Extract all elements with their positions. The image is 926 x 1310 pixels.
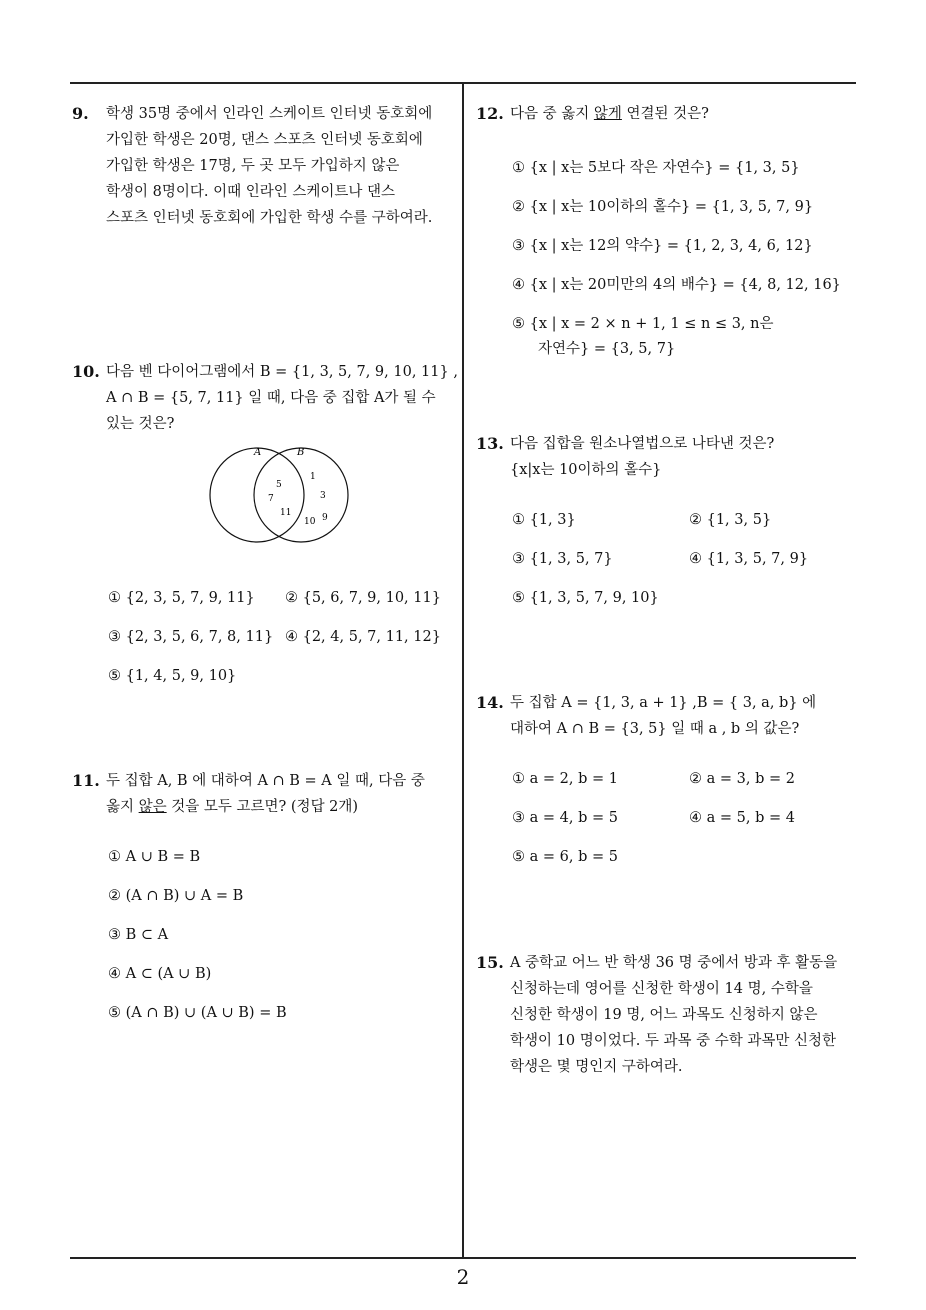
problem-10	[72, 359, 457, 437]
underlined-emphasis: 않은	[138, 799, 167, 815]
bottom-rule	[70, 1257, 856, 1259]
problem-text-line: {x|x는 10이하의 홀수}	[510, 462, 662, 478]
choice-3[interactable]: ③ B ⊂ A	[108, 927, 169, 943]
problem-number: 13.	[476, 434, 504, 453]
venn-element: 9	[322, 513, 328, 523]
page-number: 2	[456, 1265, 470, 1289]
choice-3[interactable]: ③ {2, 3, 5, 6, 7, 8, 11}	[108, 629, 274, 645]
venn-element: 10	[304, 517, 316, 527]
problem-14	[476, 690, 866, 742]
choice-4[interactable]: ④ {2, 4, 5, 7, 11, 12}	[285, 629, 441, 645]
choice-1[interactable]: ① A ∪ B = B	[108, 849, 201, 865]
problem-text-line: 신청한 학생이 19 명, 어느 과목도 신청하지 않은	[510, 1007, 818, 1023]
problem-text-line: 가입한 학생은 20명, 댄스 스포츠 인터넷 동호회에	[106, 132, 423, 148]
choice-4[interactable]: ④ a = 5, b = 4	[689, 810, 795, 826]
venn-label-a: A	[254, 447, 262, 458]
text-fragment: 것을 모두 고르면? (정답 2개)	[166, 799, 359, 815]
problem-number: 10.	[72, 362, 100, 381]
problem-number: 9.	[72, 104, 89, 123]
choice-1[interactable]: ① {1, 3}	[512, 512, 576, 528]
problem-text-line: 있는 것은?	[106, 416, 175, 432]
choice-2[interactable]: ② {5, 6, 7, 9, 10, 11}	[285, 590, 441, 606]
choice-4[interactable]: ④ A ⊂ (A ∪ B)	[108, 966, 212, 982]
choice-3[interactable]: ③ {1, 3, 5, 7}	[512, 551, 613, 567]
choice-3[interactable]: ③ a = 4, b = 5	[512, 810, 618, 826]
problem-text-line: 학생이 10 명이었다. 두 과목 중 수학 과목만 신청한	[510, 1033, 837, 1049]
problem-number: 12.	[476, 104, 504, 123]
problem-11	[72, 768, 457, 820]
problem-text-line: 가입한 학생은 17명, 두 곳 모두 가입하지 않은	[106, 158, 400, 174]
choice-1[interactable]: ① {2, 3, 5, 7, 9, 11}	[108, 590, 255, 606]
choice-1[interactable]: ① a = 2, b = 1	[512, 771, 618, 787]
choice-5[interactable]: ⑤ a = 6, b = 5	[512, 849, 618, 865]
problem-13	[476, 431, 866, 483]
problem-12	[476, 101, 866, 127]
venn-diagram	[200, 440, 360, 550]
problem-text-line: 다음 벤 다이어그램에서 B = {1, 3, 5, 7, 9, 10, 11} ,	[106, 364, 458, 380]
problem-text-line: 다음 집합을 원소나열법으로 나타낸 것은?	[510, 436, 775, 452]
column-divider	[462, 82, 464, 1258]
problem-text-line: 두 집합 A, B 에 대하여 A ∩ B = A 일 때, 다음 중	[106, 773, 425, 789]
venn-element: 11	[280, 508, 292, 518]
problem-text-line: 학생 35명 중에서 인라인 스케이트 인터넷 동호회에	[106, 106, 433, 122]
choice-5[interactable]: ⑤ {1, 4, 5, 9, 10}	[108, 668, 237, 684]
venn-element: 7	[268, 494, 274, 504]
problem-number: 15.	[476, 953, 504, 972]
problem-15	[476, 950, 866, 1080]
choice-5[interactable]: ⑤ {x | x = 2 × n + 1, 1 ≤ n ≤ 3, n은	[512, 316, 774, 332]
choice-5[interactable]: ⑤ {1, 3, 5, 7, 9, 10}	[512, 590, 659, 606]
choice-2[interactable]: ② a = 3, b = 2	[689, 771, 795, 787]
problem-text-line: 학생이 8명이다. 이때 인라인 스케이트나 댄스	[106, 184, 396, 200]
problem-text-line: 학생은 몇 명인지 구하여라.	[510, 1059, 683, 1075]
problem-text-line	[510, 101, 866, 127]
choice-2[interactable]: ② {x | x는 10이하의 홀수} = {1, 3, 5, 7, 9}	[512, 199, 814, 215]
text-fragment: 다음 중 옳지	[510, 106, 594, 122]
choice-2[interactable]: ② (A ∩ B) ∪ A = B	[108, 888, 244, 904]
problem-number: 14.	[476, 693, 504, 712]
choice-2[interactable]: ② {1, 3, 5}	[689, 512, 772, 528]
text-fragment: 연결된 것은?	[621, 106, 709, 122]
choice-4[interactable]: ④ {1, 3, 5, 7, 9}	[689, 551, 809, 567]
choice-4[interactable]: ④ {x | x는 20미만의 4의 배수} = {4, 8, 12, 16}	[512, 277, 841, 293]
problem-text-line: 두 집합 A = {1, 3, a + 1} ,B = { 3, a, b} 에	[510, 695, 817, 711]
venn-element: 1	[310, 472, 316, 482]
problem-text-line: 대하여 A ∩ B = {3, 5} 일 때 a , b 의 값은?	[510, 721, 800, 737]
problem-text-line	[106, 794, 457, 820]
venn-element: 3	[320, 491, 326, 501]
underlined-emphasis: 않게	[593, 106, 622, 122]
choice-5-continuation: 자연수} = {3, 5, 7}	[538, 341, 676, 357]
venn-element: 5	[276, 480, 282, 490]
problem-9	[72, 101, 457, 231]
text-fragment: 옳지	[106, 799, 139, 815]
problem-text-line: 신청하는데 영어를 신청한 학생이 14 명, 수학을	[510, 981, 813, 997]
choice-5[interactable]: ⑤ (A ∩ B) ∪ (A ∪ B) = B	[108, 1005, 287, 1021]
problem-text-line: A 중학교 어느 반 학생 36 명 중에서 방과 후 활동을	[510, 955, 838, 971]
venn-label-b: B	[297, 447, 305, 458]
problem-text-line: A ∩ B = {5, 7, 11} 일 때, 다음 중 집합 A가 될 수	[106, 390, 436, 406]
choice-1[interactable]: ① {x | x는 5보다 작은 자연수} = {1, 3, 5}	[512, 160, 800, 176]
problem-number: 11.	[72, 771, 100, 790]
problem-text-line: 스포츠 인터넷 동호회에 가입한 학생 수를 구하여라.	[106, 210, 433, 226]
choice-3[interactable]: ③ {x | x는 12의 약수} = {1, 2, 3, 4, 6, 12}	[512, 238, 813, 254]
